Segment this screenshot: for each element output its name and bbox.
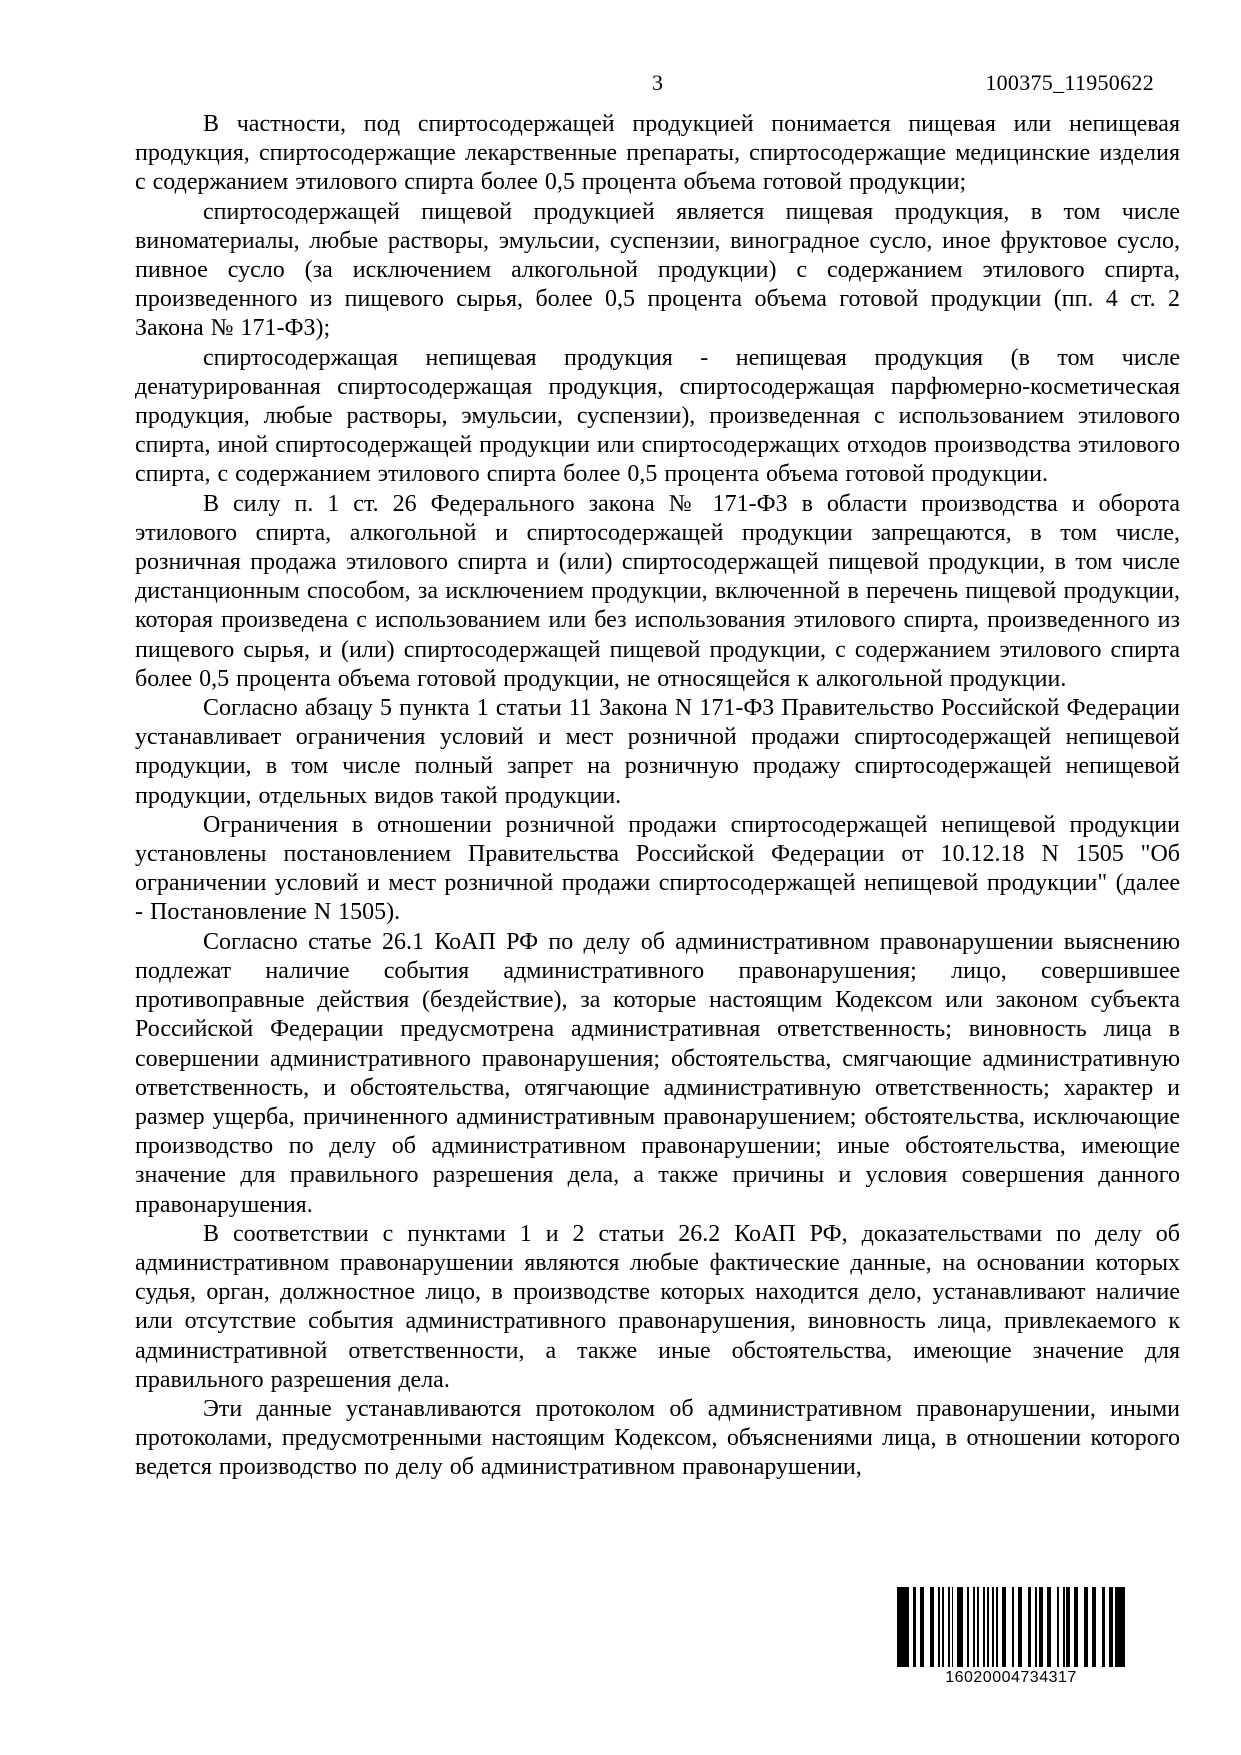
barcode: [897, 1587, 1125, 1667]
barcode-bar: [1115, 1587, 1125, 1667]
document-id: 100375_11950622: [985, 70, 1154, 95]
barcode-block: [897, 1587, 1125, 1687]
paragraph: спиртосодержащей пищевой продукцией является пищевая продукция, в том числе виноматериалы, любые растворы, эмульсии, суспензии, виноградное сусло, иное фруктовое сусло, пивное сусло (за исключением алкогольной продукции) с содержанием этилового спирта, произведенного из пищевого сырья, более 0,5 процента объема готовой продукции (пп. 4 ст. 2 Закона № 171-ФЗ);: [135, 198, 1180, 342]
paragraph: Эти данные устанавливаются протоколом об административном правонарушении, иными протоколами, предусмотренными настоящим Кодексом, объяснениями лица, в отношении которого ведется производство по делу об административном правонарушении,: [135, 1395, 1180, 1481]
paragraph: Ограничения в отношении розничной продажи спиртосодержащей непищевой продукции установлены постановлением Правительства Российской Федерации от 10.12.18 N 1505 "Об ограничении условий и мест розничной продажи спиртосодержащей непищевой продукции" (далее - Постановление N 1505).: [135, 811, 1180, 926]
paragraph: Согласно статье 26.1 КоАП РФ по делу об административном правонарушении выяснению подлежат наличие события административного правонарушения; лицо, совершившее противоправные действия (бездействие), за которые настоящим Кодексом или законом субъекта Российской Федерации предусмотрена административная ответственность; виновность лица в совершении административного правонарушения; обстоятельства, смягчающие административную ответственность, и обстоятельства, отягчающие административную ответственность; характер и размер ущерба, причиненного административным правонарушением; обстоятельства, исключающие производство по делу об административном правонарушении; иные обстоятельства, имеющие значение для правильного разрешения дела, а также причины и условия совершения данного правонарушения.: [135, 928, 1180, 1218]
barcode-bar: [897, 1587, 909, 1667]
page-header: [135, 70, 1180, 98]
barcode-number: 16020004734317: [945, 1669, 1077, 1686]
paragraph: В соответствии с пунктами 1 и 2 статьи 26.2 КоАП РФ, доказательствами по делу об административном правонарушении являются любые фактические данные, на основании которых судья, орган, должностное лицо, в производстве которых находится дело, устанавливают наличие или отсутствие события административного правонарушения, виновность лица, привлекаемого к административной ответственности, а также иные обстоятельства, имеющие значение для правильного разрешения дела.: [135, 1220, 1180, 1393]
paragraph: В силу п. 1 ст. 26 Федерального закона № 171-ФЗ в области производства и оборота этилового спирта, алкогольной и спиртосодержащей продукции запрещаются, в том числе, розничная продажа этилового спирта и (или) спиртосодержащей пищевой продукции, в том числе дистанционным способом, за исключением продукции, включенной в перечень пищевой продукции, которая произведена с использованием или без использования этилового спирта, произведенного из пищевого сырья, и (или) спиртосодержащей пищевой продукции, с содержанием этилового спирта более 0,5 процента объема готовой продукции, не относящейся к алкогольной продукции.: [135, 490, 1180, 692]
paragraph: Согласно абзацу 5 пункта 1 статьи 11 Закона N 171-ФЗ Правительство Российской Федерации устанавливает ограничения условий и мест розничной продажи спиртосодержащей непищевой продукции, в том числе полный запрет на розничную продажу спиртосодержащей непищевой продукции, отдельных видов такой продукции.: [135, 695, 1180, 809]
paragraph: В частности, под спиртосодержащей продукцией понимается пищевая или непищевая продукция, спиртосодержащие лекарственные препараты, спиртосодержащие медицинские изделия с содержанием этилового спирта более 0,5 процента объема готовой продукции;: [135, 111, 1180, 196]
page-number: 3: [652, 70, 663, 95]
paragraph: спиртосодержащая непищевая продукция - непищевая продукция (в том числе денатурированная спиртосодержащая продукция, спиртосодержащая парфюмерно-косметическая продукция, любые растворы, эмульсии, суспензии), произведенная с использованием этилового спирта, иной спиртосодержащей продукции или спиртосодержащих отходов производства этилового спирта, с содержанием этилового спирта более 0,5 процента объема готовой продукции.: [135, 344, 1180, 488]
document-body: [135, 110, 1180, 1483]
